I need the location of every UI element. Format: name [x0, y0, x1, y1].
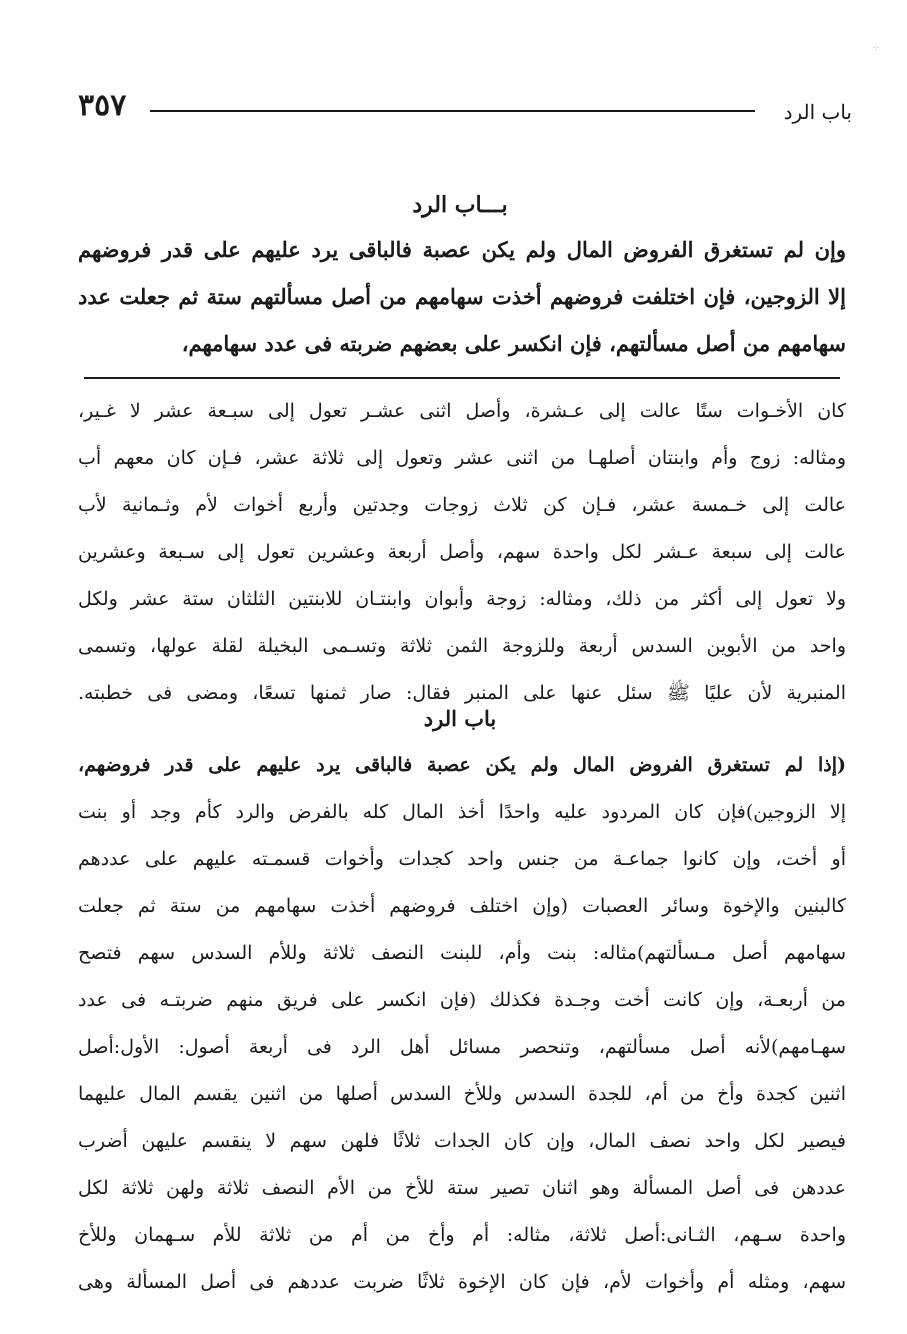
commentary-block-2 — [78, 742, 846, 1306]
commentary-line: عالت إلى سبعة عـشر لكل واحدة سهم، وأصل أربعة وعشرين تعول إلى سـبعة وعشرين — [78, 541, 846, 563]
commentary-line: أو أخت، وإن كانوا جماعـة من جنس واحد كجدات وأخوات قسمـته عليهم على عددهم — [78, 848, 846, 870]
main-text-line: سهامهم من أصل مسألتهم، فإن انكسر على بعضهم ضربته فى عدد سهامهم، — [181, 331, 846, 356]
main-text-line: وإن لم تستغرق الفروض المال ولم يكن عصبة فالباقى يرد عليهم على قدر فروضهم — [78, 237, 846, 262]
commentary-title: باب الرد — [423, 706, 497, 731]
commentary-line: واحدة سـهم، الثـانى:أصل ثلاثة، مثاله: أم وأخ من أم من ثلاثة للأم سـهمان وللأخ — [78, 1224, 846, 1246]
commentary-line: إلا الزوجين)فإن كان المردود عليه واحدًا أخذ المال كله بالفرض والرد كأم وجد أو بنت — [78, 801, 846, 823]
commentary-line: من أربعـة، وإن كانت أخت وجـدة فكذلك (فإن انكسر على فريق منهم ضربتـه فى عدد — [78, 989, 846, 1011]
commentary-line: سهم، ومثله أم وأخوات لأم، فإن كان الإخوة ثلاثًا ضربت عددهم فى أصل المسألة وهى — [78, 1271, 846, 1293]
commentary-block-1 — [78, 388, 846, 717]
commentary-line: فيصير لكل واحد نصف المال، وإن كان الجدات ثلاثًا فلهن سهم لا ينقسم عليهن أضرب — [78, 1130, 846, 1152]
main-text — [78, 226, 846, 367]
running-header-chapter: باب الرد — [783, 100, 852, 124]
commentary-line: المنبرية لأن عليًا ﷺ سئل عنها على المنبر فقال: صار ثمنها تسعًا، ومضى فى خطبته. — [78, 682, 846, 704]
commentary-line: سهامهم أصل مـسألتهم)مثاله: بنت وأم، للبنت النصف ثلاثة وللأم السدس سهم فتصح — [78, 942, 846, 964]
commentary-line: (إذا لم تستغرق الفروض المال ولم يكن عصبة فالباقى يرد عليهم على قدر فروضهم، — [78, 754, 846, 776]
commentary-line: اثنين كجدة وأخ من أم، للجدة السدس وللأخ السدس أصلها من اثنين يقسم المال عليهما — [78, 1083, 846, 1105]
commentary-line: عددهن فى أصل المسألة وهو اثنان تصير ستة للأخ من الأم النصف ثلاثة ولهن ثلاثة لكل — [78, 1177, 846, 1199]
commentary-line: كالبنين والإخوة وسائر العصبات (وإن اختلف فروضهم أخذت سهامهم من ستة ثم جعلت — [78, 895, 846, 917]
footnote-rule — [84, 377, 840, 379]
header-rule — [150, 110, 755, 112]
commentary-line: عالت إلى خـمسة عشر، فـإن كن ثلاث زوجات وجدتين وأربع أخوات لأم وثـمانية لأب — [78, 494, 846, 516]
commentary-line: ولا تعول إلى أكثر من ذلك، ومثاله: زوجة وأبوان وابنتـان للابنتين الثلثان ستة عشر ولكل — [78, 588, 846, 610]
commentary-line: ومثاله: زوج وأم وابنتان أصلهـا من اثنى عشر وتعول إلى ثلاثة عشر، فـإن كان معهم أب — [78, 447, 846, 469]
commentary-line: واحد من الأبوين السدس أربعة وللزوجة الثمن ثلاثة وتسـمى البخيلة لقلة عولها، وتسمى — [78, 635, 846, 657]
main-text-line: إلا الزوجين، فإن اختلفت فروضهم أخذت سهامهم من أصل مسألتهم ستة ثم جعلت عدد — [78, 284, 846, 309]
scan-mark: ⁘ — [872, 44, 880, 54]
commentary-line: كان الأخـوات ستًا عالت إلى عـشرة، وأصل اثنى عشـر تعول إلى سبـعة عشر لا غـير، — [78, 400, 846, 422]
main-text-title: بـــاب الرد — [412, 192, 508, 218]
page-number: ٣٥٧ — [78, 88, 127, 123]
commentary-line: سهـامهم)لأنه أصل مسألتهم، وتنحصر مسائل أهل الرد فى أربعة أصول: الأول:أصل — [78, 1036, 846, 1058]
